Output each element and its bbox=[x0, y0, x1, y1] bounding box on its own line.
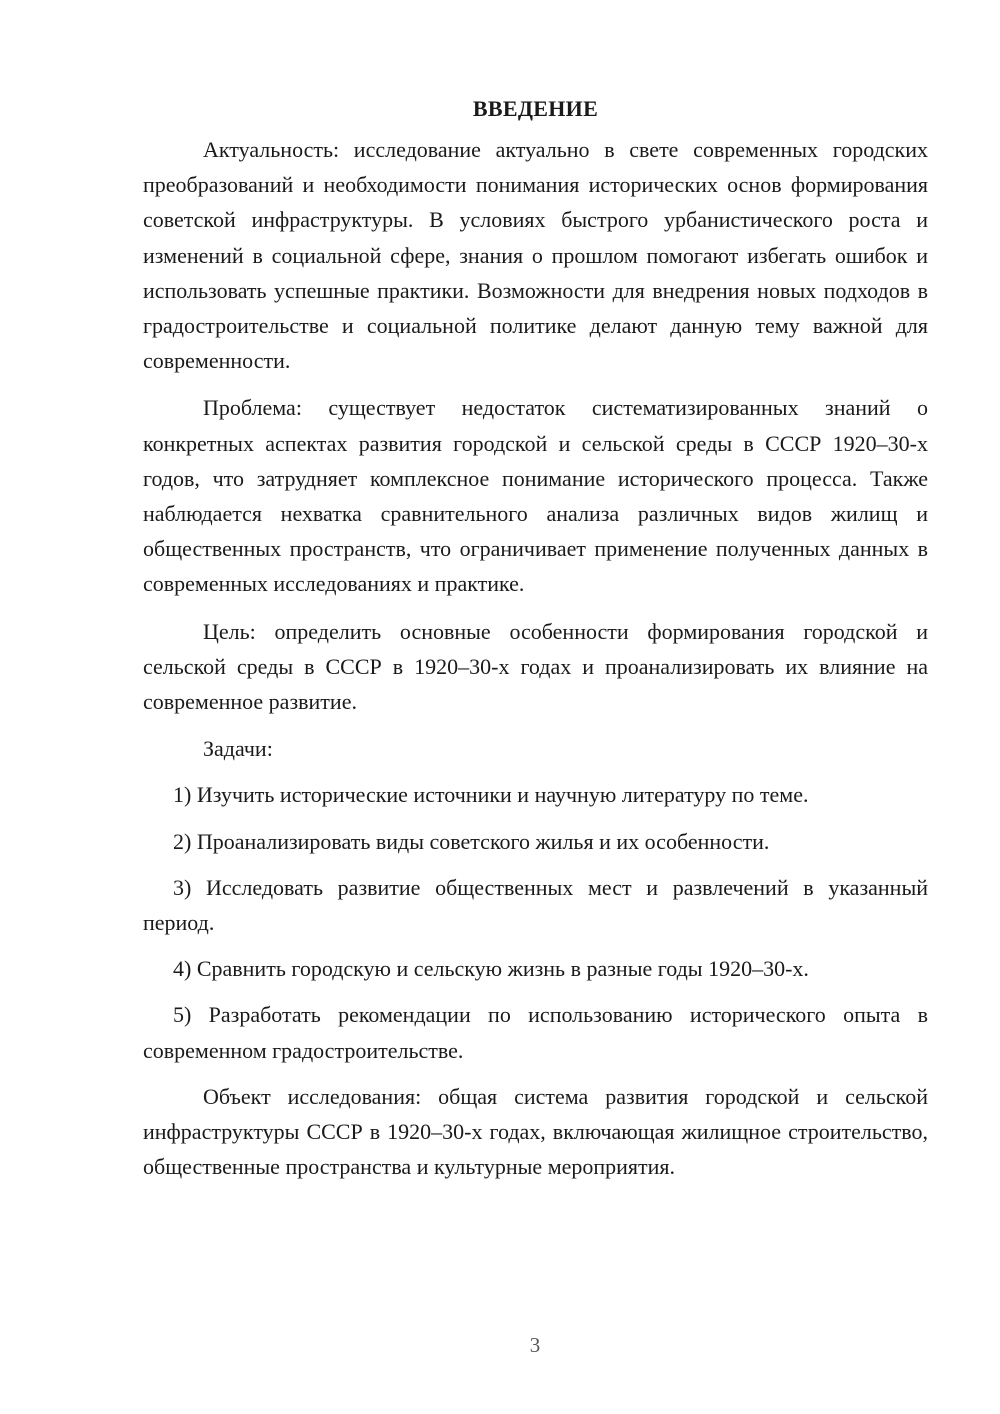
tasks-label: Задачи: bbox=[203, 736, 273, 762]
task-item: 5) Разработать рекомендации по использованию исторического опыта в современном градостроительстве. bbox=[143, 1002, 928, 1063]
document-page bbox=[143, 96, 928, 1196]
task-item: 3) Исследовать развитие общественных мест и развлечений в указанный период. bbox=[143, 874, 928, 936]
task-item: 2) Проанализировать виды советского жилья и их особенности. bbox=[173, 828, 770, 854]
paragraph-object: Объект исследования: общая система развития городской и сельской инфраструктуры СССР в 1920–30-х годах, включающая жилищное строительство, общественные пространства и культурные мероприятия. bbox=[143, 1083, 928, 1180]
task-item: 4) Сравнить городскую и сельскую жизнь в разные годы 1920–30-х. bbox=[173, 956, 809, 982]
paragraph-goal: Цель: определить основные особенности формирования городской и сельской среды в СССР в 1920–30-х годах и проанализировать их влияние на современное развитие. bbox=[143, 618, 928, 715]
paragraph-problem: Проблема: существует недостаток систематизированных знаний о конкретных аспектах развития городской и сельской среды в СССР 1920–30-х годов, что затрудняет комплексное понимание исторического процесса. Также наблюдается нехватка сравнительного анализа различных видов жилищ и общественных пространств, что ограничивает применение полученных данных в современных исследованиях и практике. bbox=[143, 395, 928, 597]
paragraph-relevance: Актуальность: исследование актуально в свете современных городских преобразований и необходимости понимания исторических основ формирования советской инфраструктуры. В условиях быстрого урбанистического роста и изменений в социальной сфере, знания о прошлом помогают избегать ошибок и использовать успешные практики. Возможности для внедрения новых подходов в градостроительстве и социальной политике делают данную тему важной для современности. bbox=[143, 137, 928, 374]
page-number: 3 bbox=[529, 1333, 541, 1357]
task-item: 1) Изучить исторические источники и научную литературу по теме. bbox=[173, 782, 809, 808]
document-title: ВВЕДЕНИЕ bbox=[472, 96, 599, 121]
